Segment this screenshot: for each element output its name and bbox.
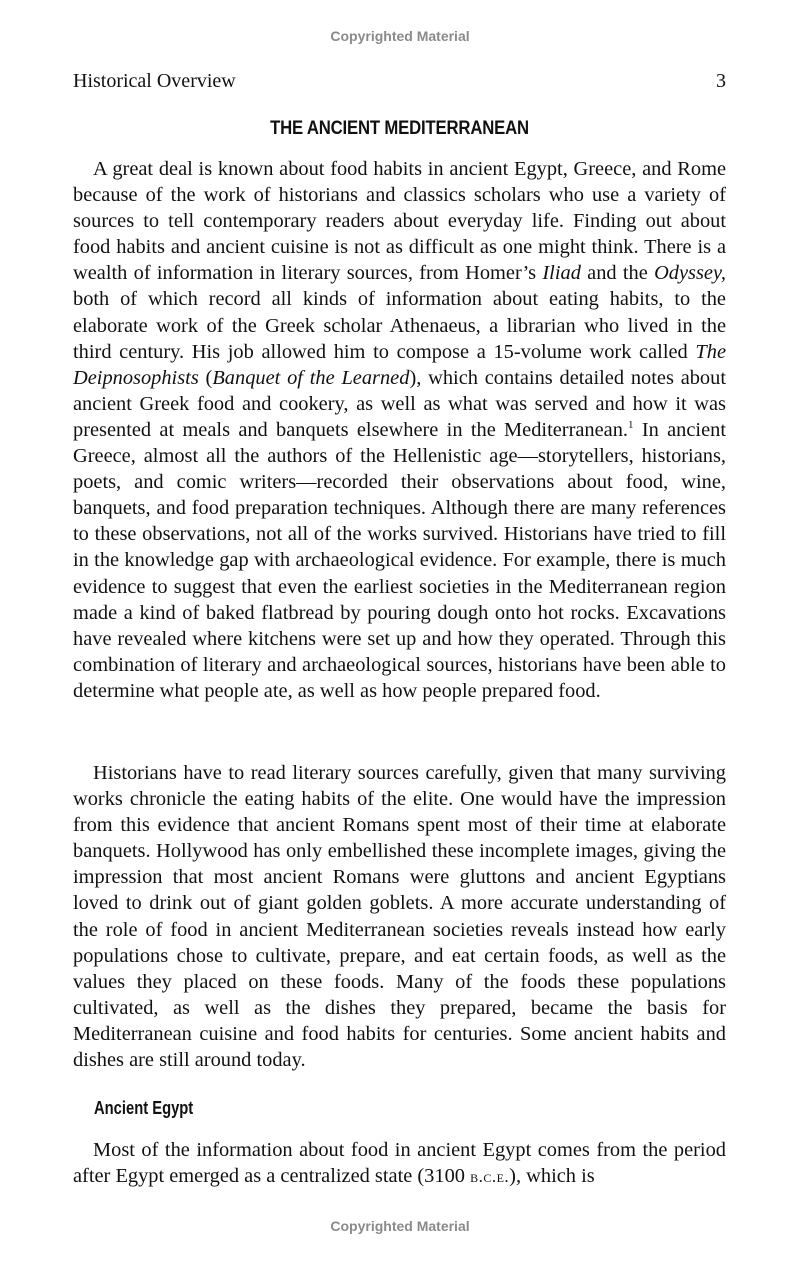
footnote-marker: 1	[628, 419, 634, 432]
paragraph-1	[73, 156, 726, 704]
title-deipnosophists: The Deipnosophists	[73, 340, 726, 389]
p1-text-6: In ancient Greece, almost all the authors of the Hellenistic age—storytellers, historians, poets, and comic writers—recorded their observations about food, wine, banquets, and food preparation techniques. Although there are many references to these observations, not all of the works survived. Historians have tried to fill in the knowledge gap with archaeological evidence. For example, there is much evidence to suggest that even the earliest societies in the Mediterranean region made a kind of baked flatbread by pouring dough onto hot rocks. Excavations have revealed where kitchens were set up and how they operated. Through this combination of literary and archaeological sources, historians have been able to determine what people ate, as well as how people prepared food.	[73, 418, 726, 702]
p1-text-4: (	[198, 366, 213, 389]
p3-text-1: Most of the information about food in ancient Egypt comes from the period after Egypt emerged as a centralized state (3100	[73, 1139, 726, 1188]
running-title: Historical Overview	[73, 70, 236, 92]
running-header	[73, 70, 726, 93]
section-title: THE ANCIENT MEDITERRANEAN	[270, 118, 529, 139]
title-odyssey: Odyssey,	[654, 262, 726, 285]
paragraph-3	[73, 1137, 726, 1190]
title-iliad: Iliad	[542, 262, 581, 285]
title-banquet-of-the-learned: Banquet of the Learned	[212, 366, 410, 389]
paragraph-2	[73, 760, 726, 1073]
p1-text-2: and the	[580, 262, 655, 285]
subheading-ancient-egypt: Ancient Egypt	[94, 1098, 194, 1118]
copyright-watermark-top: Copyrighted Material	[330, 28, 470, 44]
p3-text-2: ), which is	[509, 1165, 595, 1188]
page-number: 3	[716, 70, 726, 92]
p2-text: Historians have to read literary sources carefully, given that many surviving works chronicle the eating habits of the elite. One would have the impression from this evidence that ancient Romans spent most of their time at elaborate banquets. Hollywood has only embellished these incomplete images, giving the impression that most ancient Romans were gluttons and ancient Egyptians loved to drink out of giant golden goblets. A more accurate understanding of the role of food in ancient Mediterranean societies reveals instead how early populations chose to cultivate, prepare, and eat certain foods, as well as the values they placed on these foods. Many of the foods these populations cultivated, as well as the dishes they prepared, became the basis for Mediterranean cuisine and food habits for centuries. Some ancient habits and dishes are still around today.	[73, 762, 726, 1072]
p1-text-5: ), which contains detailed notes about ancient Greek food and cookery, as well as what was served and how it was presented at meals and banquets elsewhere in the Mediterranean.	[73, 366, 726, 441]
p1-text-1: A great deal is known about food habits in ancient Egypt, Greece, and Rome because of the work of historians and classics scholars who use a variety of sources to tell contemporary readers about everyday life. Finding out about food habits and ancient cuisine is not as difficult as one might think. There is a wealth of information in literary sources, from Homer’s	[73, 158, 726, 285]
era-abbreviation: b.c.e.	[470, 1167, 510, 1187]
p1-text-3: both of which record all kinds of information about eating habits, to the elaborate work of the Greek scholar Athenaeus, a librarian who lived in the third century. His job allowed him to compose a 15-volume work called	[73, 288, 726, 363]
copyright-watermark-bottom: Copyrighted Material	[330, 1218, 470, 1234]
